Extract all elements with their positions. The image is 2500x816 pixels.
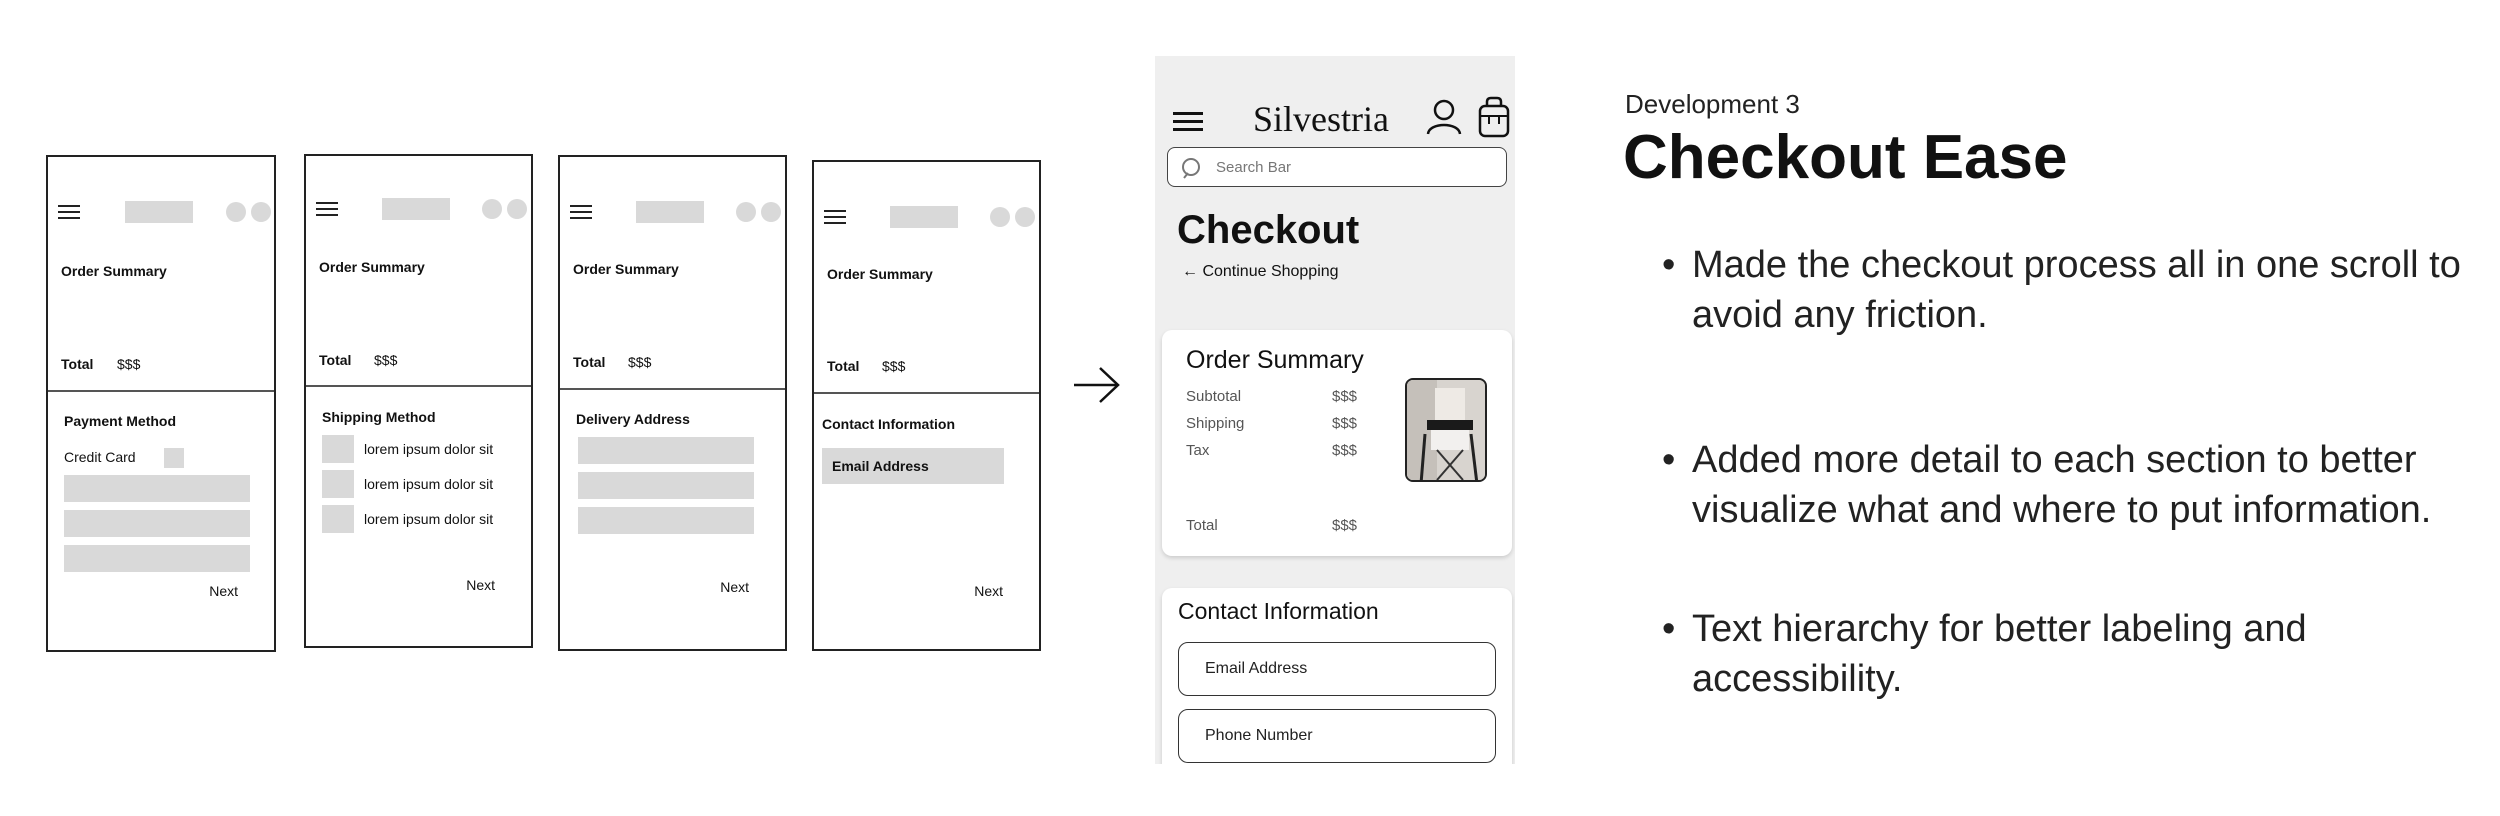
total-value: $$$ (374, 352, 398, 368)
next-button[interactable]: Next (209, 583, 238, 599)
order-summary-label: Order Summary (319, 259, 425, 275)
icon-placeholder (226, 202, 246, 222)
continue-shopping-link[interactable]: ← Continue Shopping (1182, 263, 1339, 280)
total-label: Total (573, 354, 606, 370)
contact-information-card (1162, 588, 1512, 764)
input-placeholder[interactable] (578, 507, 754, 534)
shipping-option: lorem ipsum dolor sit (364, 441, 494, 457)
order-summary-title: Order Summary (1186, 346, 1364, 374)
menu-icon (58, 205, 80, 219)
logo-placeholder (125, 201, 193, 223)
contact-information-title: Contact Information (1178, 598, 1379, 624)
order-summary-card (1162, 330, 1512, 556)
divider (306, 385, 531, 387)
eyebrow-label: Development 3 (1625, 89, 1800, 119)
tax-label: Tax (1186, 442, 1210, 459)
wireframe-delivery (558, 155, 787, 651)
logo-placeholder (636, 201, 704, 223)
email-field[interactable] (1178, 642, 1496, 696)
icon-placeholder (482, 199, 502, 219)
next-button[interactable]: Next (466, 577, 495, 593)
total-value: $$$ (628, 354, 652, 370)
search-input[interactable] (1167, 147, 1507, 187)
phone-field[interactable] (1178, 709, 1496, 763)
input-placeholder[interactable] (64, 510, 250, 537)
subtotal-label: Subtotal (1186, 388, 1242, 405)
section-label: Payment Method (64, 413, 177, 429)
page-title: Checkout (1177, 208, 1360, 252)
order-summary-label: Order Summary (61, 263, 167, 279)
input-placeholder[interactable] (578, 437, 754, 464)
section-title: Checkout Ease (1623, 123, 2068, 192)
wireframe-shipping (304, 154, 533, 648)
divider (48, 390, 274, 392)
radio-placeholder[interactable] (322, 435, 354, 463)
input-placeholder[interactable] (578, 472, 754, 499)
menu-icon[interactable] (1173, 112, 1203, 132)
search-placeholder: Search Bar (1216, 159, 1292, 176)
icon-placeholder (251, 202, 271, 222)
shipping-value: $$$ (1332, 415, 1358, 432)
shipping-option: lorem ipsum dolor sit (364, 511, 494, 527)
icon-placeholder (736, 202, 756, 222)
radio-placeholder[interactable] (322, 470, 354, 498)
order-summary-label: Order Summary (827, 266, 933, 282)
tax-value: $$$ (1332, 442, 1358, 459)
email-placeholder-label: Email Address (832, 458, 929, 474)
checkout-mockup (1155, 56, 1515, 764)
icon-placeholder (507, 199, 527, 219)
user-icon[interactable] (1425, 98, 1463, 136)
shopping-bag-icon[interactable] (1477, 96, 1511, 138)
input-placeholder[interactable] (64, 475, 250, 502)
order-summary-label: Order Summary (573, 261, 679, 277)
brand-logo[interactable]: Silvestria (1253, 99, 1389, 139)
section-label: Contact Information (822, 416, 955, 432)
bullet-item: • Added more detail to each section to better visualize what and where to put information. (1662, 439, 2432, 531)
total-label: Total (1186, 517, 1218, 534)
menu-icon (570, 205, 592, 219)
icon-placeholder (761, 202, 781, 222)
bullet-text: Added more detail to each section to better visualize what and where to put information. (1692, 439, 2432, 531)
shipping-option: lorem ipsum dolor sit (364, 476, 494, 492)
logo-placeholder (382, 198, 450, 220)
email-field-placeholder: Email Address (1205, 660, 1308, 677)
total-value: $$$ (882, 358, 906, 374)
total-label: Total (61, 356, 94, 372)
arrow-right-icon (1072, 365, 1122, 405)
product-thumbnail (1405, 378, 1487, 482)
wireframe-contact (812, 160, 1041, 651)
credit-card-label: Credit Card (64, 449, 136, 465)
menu-icon (824, 210, 846, 224)
total-value: $$$ (117, 356, 141, 372)
bullet-text: Text hierarchy for better labeling and accessibility. (1692, 608, 2307, 700)
subtotal-value: $$$ (1332, 388, 1358, 405)
next-button[interactable]: Next (720, 579, 749, 595)
total-value: $$$ (1332, 517, 1358, 534)
wireframe-payment (46, 155, 276, 652)
menu-icon (316, 202, 338, 216)
bullet-text: Made the checkout process all in one scroll to avoid any friction. (1692, 244, 2461, 336)
section-label: Shipping Method (322, 409, 436, 425)
section-label: Delivery Address (576, 411, 690, 427)
input-placeholder[interactable] (64, 545, 250, 572)
radio-placeholder[interactable] (322, 505, 354, 533)
phone-field-placeholder: Phone Number (1205, 727, 1313, 744)
logo-placeholder (890, 206, 958, 228)
icon-placeholder (1015, 207, 1035, 227)
shipping-label: Shipping (1186, 415, 1245, 432)
next-button[interactable]: Next (974, 583, 1003, 599)
total-label: Total (319, 352, 352, 368)
credit-card-checkbox[interactable] (164, 448, 184, 468)
bullet-item: • Text hierarchy for better labeling and accessibility. (1662, 608, 2307, 700)
search-icon (1180, 156, 1206, 182)
icon-placeholder (990, 207, 1010, 227)
bullet-item: • Made the checkout process all in one scroll to avoid any friction. (1662, 244, 2461, 336)
divider (814, 392, 1039, 394)
divider (560, 388, 785, 390)
total-label: Total (827, 358, 860, 374)
